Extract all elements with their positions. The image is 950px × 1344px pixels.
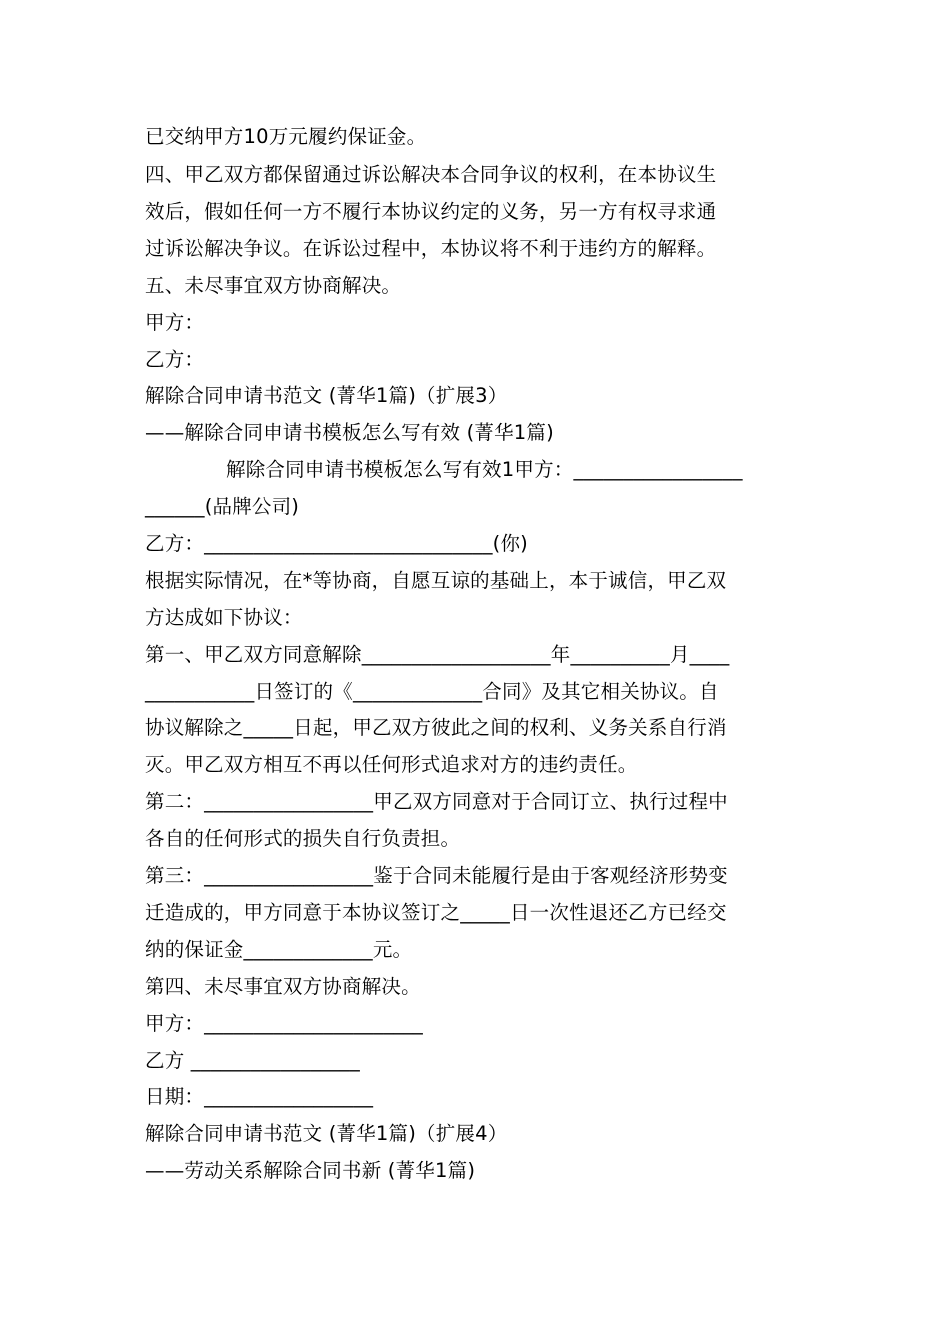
paragraph-line: 四、甲乙双方都保留通过诉讼解决本合同争议的权利，在本协议生 — [145, 163, 717, 186]
paragraph-line: ___________日签订的《_____________合同》及其它相关协议。自 — [145, 680, 719, 703]
section-subtitle: ——劳动关系解除合同书新 (菁华1篇) — [145, 1159, 476, 1182]
signature-label: 乙方： — [145, 348, 205, 371]
date-line: 日期：_________________ — [145, 1085, 374, 1108]
signature-line: 甲方：______________________ — [145, 1012, 423, 1035]
paragraph-line: 第三：_________________鉴于合同未能履行是由于客观经济形势变 — [145, 864, 728, 887]
paragraph-line: 方达成如下协议： — [145, 606, 303, 629]
paragraph-line: 根据实际情况，在*等协商，自愿互谅的基础上，本于诚信，甲乙双 — [145, 569, 727, 592]
paragraph-line: 乙方：_____________________________(你) — [145, 532, 528, 555]
section-title: 解除合同申请书范文 (菁华1篇)（扩展4） — [145, 1122, 508, 1145]
paragraph-line: 效后，假如任何一方不履行本协议约定的义务，另一方有权寻求通 — [145, 200, 717, 223]
paragraph-line: 纳的保证金_____________元。 — [145, 938, 413, 961]
paragraph-line: 已交纳甲方10万元履约保证金。 — [145, 125, 427, 148]
paragraph-line: 第二：_________________甲乙双方同意对于合同订立、执行过程中 — [145, 790, 728, 813]
section-subtitle: ——解除合同申请书模板怎么写有效 (菁华1篇) — [145, 421, 554, 444]
paragraph-line: 解除合同申请书模板怎么写有效1甲方：_________________ — [226, 458, 743, 481]
paragraph-line: 第一、甲乙双方同意解除___________________年__________月____ — [145, 643, 730, 666]
paragraph-line: 各自的任何形式的损失自行负责担。 — [145, 827, 461, 850]
signature-line: 乙方 _________________ — [145, 1049, 360, 1072]
signature-label: 甲方： — [145, 311, 205, 334]
paragraph-line: 协议解除之_____日起，甲乙双方彼此之间的权利、义务关系自行消 — [145, 716, 727, 739]
paragraph-line: 迁造成的，甲方同意于本协议签订之_____日一次性退还乙方已经交 — [145, 901, 727, 924]
paragraph-line: 过诉讼解决争议。在诉讼过程中，本协议将不利于违约方的解释。 — [145, 237, 717, 260]
paragraph-line: 灭。甲乙双方相互不再以任何形式追求对方的违约责任。 — [145, 753, 638, 776]
paragraph-line: ______(品牌公司) — [145, 495, 300, 518]
paragraph-line: 第四、未尽事宜双方协商解决。 — [145, 975, 421, 998]
paragraph-line: 五、未尽事宜双方协商解决。 — [145, 274, 402, 297]
section-title: 解除合同申请书范文 (菁华1篇)（扩展3） — [145, 384, 508, 407]
